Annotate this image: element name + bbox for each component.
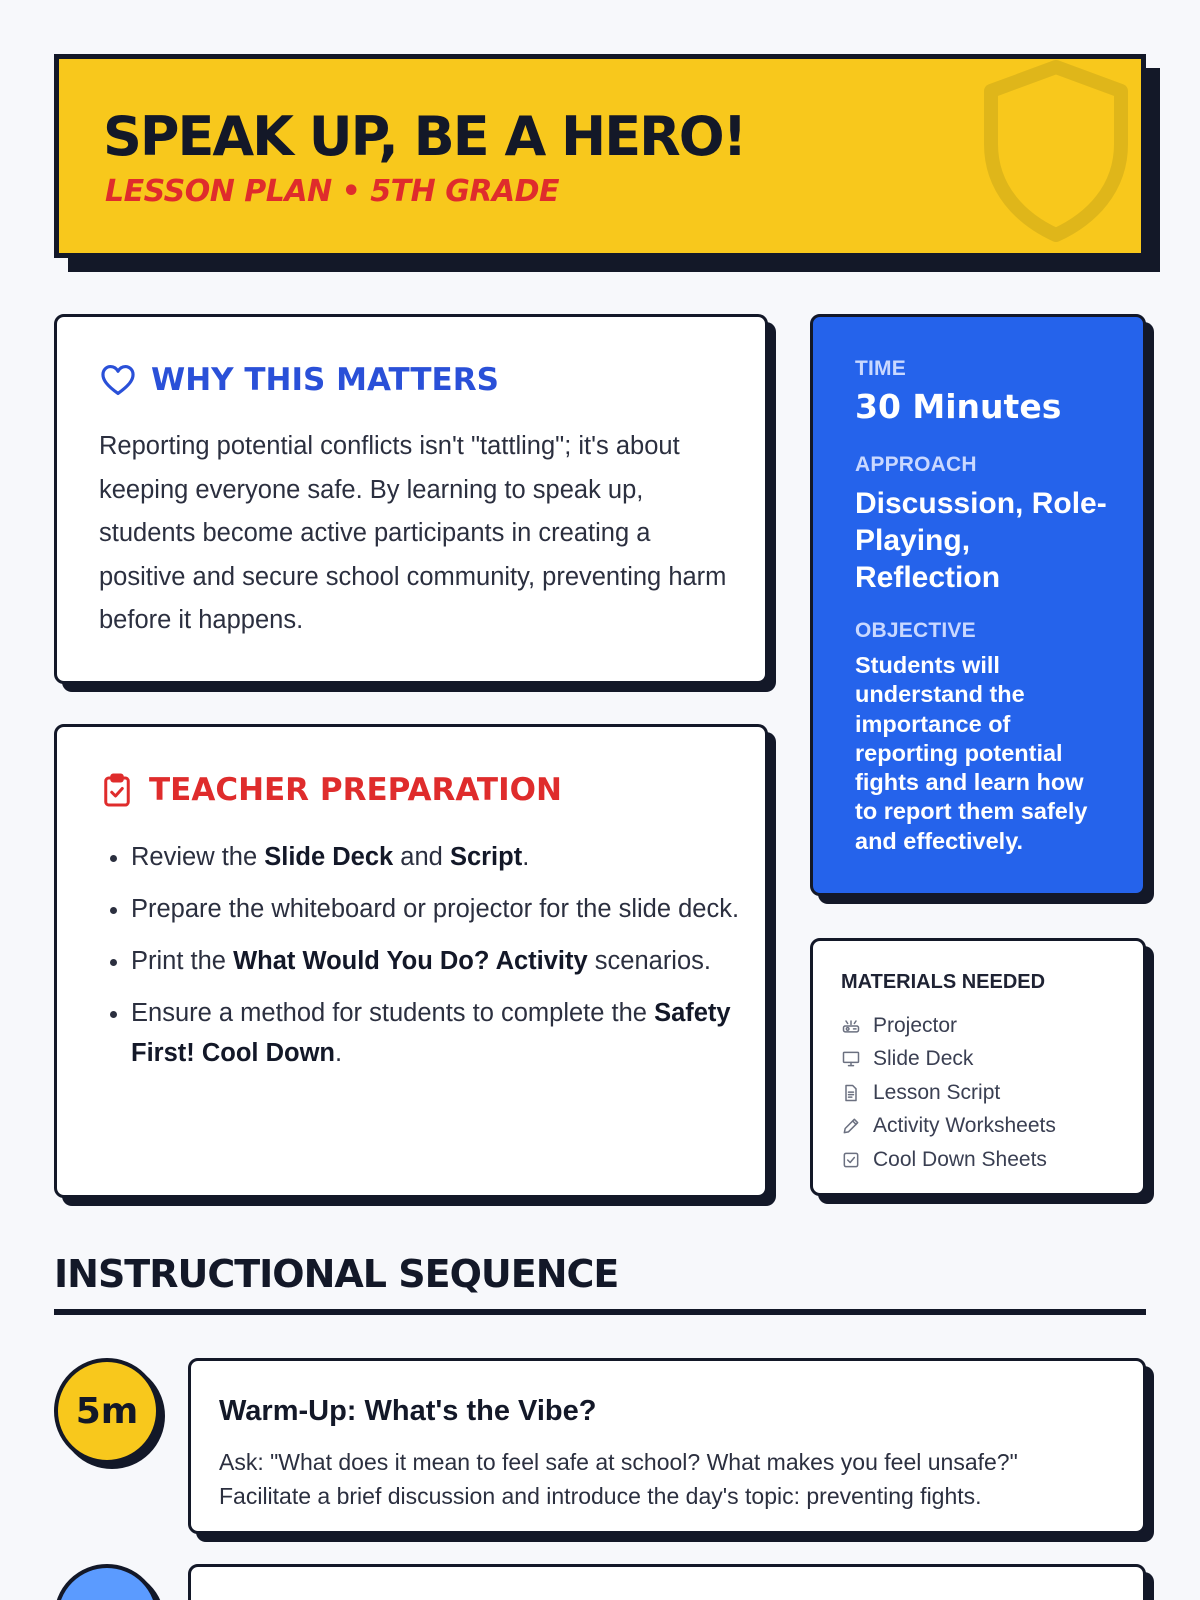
why-body-text: Reporting potential conflicts isn't "tattling"; it's about keeping everyone safe. By learning to speak up, students become active participants in creating a positive and secure school community, preventing harm before it happens. <box>99 432 727 634</box>
checkbox-icon <box>841 1150 861 1170</box>
lesson-info-panel <box>810 314 1146 896</box>
materials-list <box>841 1009 1056 1177</box>
material-item: Projector <box>841 1009 1056 1043</box>
materials-card <box>810 938 1146 1196</box>
material-item: Cool Down Sheets <box>841 1143 1056 1177</box>
step-card <box>188 1564 1146 1600</box>
prep-item: • Prepare the whiteboard or projector for the slide deck. <box>131 889 741 929</box>
materials-title: MATERIALS NEEDED <box>841 971 1046 993</box>
time-value: 30 Minutes <box>855 387 1062 426</box>
presentation-icon <box>841 1049 861 1069</box>
objective-value: Students will understand the importance of reporting potential fights and learn how to report them safely and effectively. <box>855 652 1088 854</box>
pencil-icon <box>841 1116 861 1136</box>
prep-heading-text: TEACHER PREPARATION <box>149 772 562 808</box>
step-title: Warm-Up: What's the Vibe? <box>219 1395 597 1427</box>
prep-item: • Print the What Would You Do? Activity scenarios. <box>131 941 741 981</box>
sequence-title: INSTRUCTIONAL SEQUENCE <box>54 1252 619 1296</box>
page-subtitle: LESSON PLAN • 5TH GRADE <box>105 174 560 209</box>
approach-label: APPROACH <box>855 453 977 476</box>
page-title: SPEAK UP, BE A HERO! <box>103 105 746 168</box>
approach-value: Discussion, Role-Playing, Reflection <box>855 487 1107 594</box>
document-icon <box>841 1083 861 1103</box>
step-time-badge <box>54 1564 160 1600</box>
projector-icon <box>841 1016 861 1036</box>
why-heading-text: WHY THIS MATTERS <box>151 362 499 398</box>
teacher-preparation-card <box>54 724 768 1198</box>
prep-item: • Ensure a method for students to complete the Safety First! Cool Down. <box>131 993 741 1073</box>
step-description: Ask: "What does it mean to feel safe at school? What makes you feel unsafe?" Facilitate a brief discussion and introduce the day's topic: preventing fights. <box>219 1449 1018 1509</box>
step-card <box>188 1358 1146 1534</box>
sequence-divider <box>54 1309 1146 1315</box>
prep-item: • Review the Slide Deck and Script. <box>131 837 741 877</box>
heart-icon <box>99 361 137 399</box>
material-item: Activity Worksheets <box>841 1110 1056 1144</box>
material-item: Lesson Script <box>841 1076 1056 1110</box>
objective-label: OBJECTIVE <box>855 619 976 642</box>
time-label: TIME <box>855 357 906 380</box>
why-this-matters-card <box>54 314 768 684</box>
header-banner <box>54 54 1146 258</box>
clipboard-check-icon <box>99 771 135 809</box>
shield-icon <box>971 59 1141 249</box>
step-time-badge: 5m <box>54 1358 160 1464</box>
why-heading <box>99 361 499 399</box>
prep-heading <box>99 771 562 809</box>
prep-list <box>131 837 741 1085</box>
material-item: Slide Deck <box>841 1043 1056 1077</box>
